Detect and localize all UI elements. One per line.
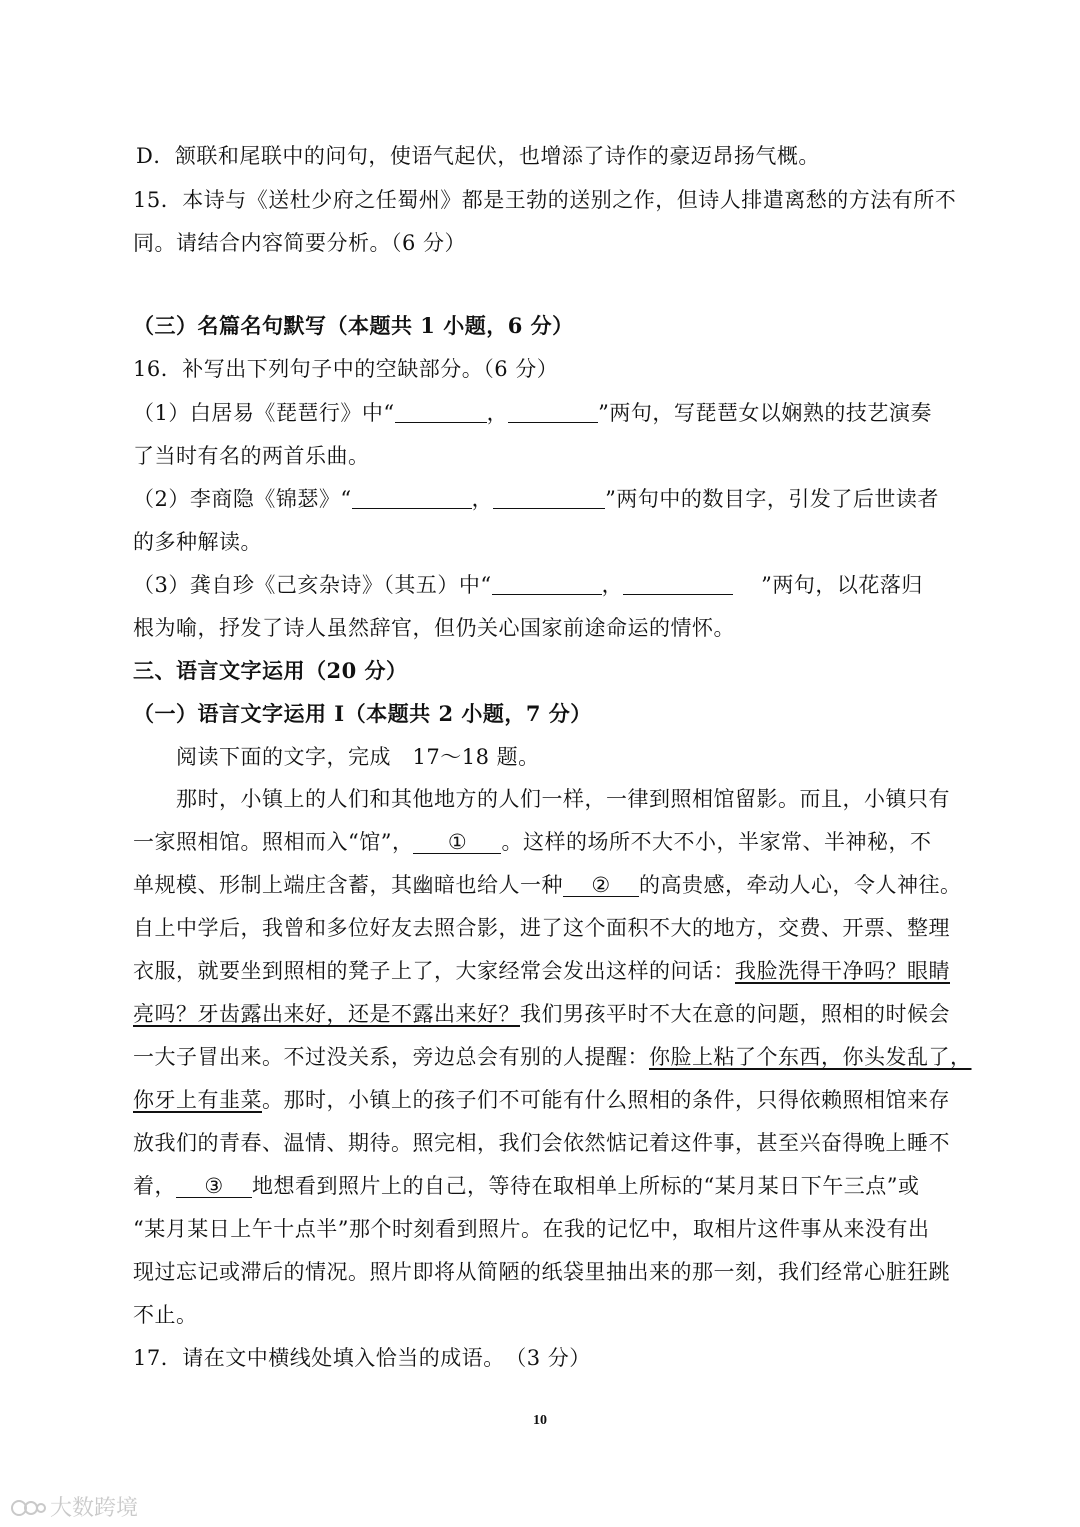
passage-line-10-pre: 着， [133,1174,176,1198]
question-16-3-line-1 [133,569,923,599]
passage-line-11: “某月某日上午十点半”那个时刻看到照片。在我的记忆中，取相片这件事从来没有出 [133,1217,930,1241]
underlined-question-text-2: 亮吗？牙齿露出来好，还是不露出来好？ [133,1002,520,1026]
answer-blank-3b[interactable] [623,574,733,595]
q16-2-suffix: ”两句中的数目字，引发了后世读者 [605,487,939,511]
passage-line-1: 那时，小镇上的人们和其他地方的人们一样，一律到照相馆留影。而且，小镇只有 [176,787,950,811]
passage-line-8 [133,1084,950,1114]
watermark-text: 大数跨境 [50,1496,139,1521]
underlined-reminder-text-2: 你牙上有韭菜 [133,1088,262,1112]
passage-line-7-pre: 一大子冒出来。不过没关系，旁边总会有别的人提醒： [133,1045,649,1069]
q16-3-suffix: ”两句，以花落归 [761,573,923,597]
watermark-logo-icon [10,1495,46,1519]
fill-blank-3[interactable]: ③ [176,1175,252,1198]
option-d: D．颔联和尾联中的问句，使语气起伏，也增添了诗作的豪迈昂扬气概。 [136,144,820,168]
question-15-line-1: 15．本诗与《送杜少府之任蜀州》都是王勃的送别之作，但诗人排遣离愁的方法有所不 [133,188,957,212]
section-heading-3: （三）名篇名句默写（本题共 1 小题，6 分） [133,313,574,338]
passage-line-5-pre: 衣服，就要坐到照相的凳子上了，大家经常会发出这样的问话： [133,959,735,983]
subsection-heading-1: （一）语言文字运用 I（本题共 2 小题，7 分） [133,701,592,726]
question-16: 16．补写出下列句子中的空缺部分。（6 分） [133,357,559,381]
question-16-2-line-1 [133,483,939,513]
underlined-question-text-1: 我脸洗得干净吗？眼睛 [735,959,950,983]
q16-1-prefix: （1）白居易《琵琶行》中“ [133,401,395,425]
passage-line-8-post: 。那时，小镇上的孩子们不可能有什么照相的条件，只得依赖照相馆来存 [262,1088,950,1112]
question-15-line-2: 同。请结合内容简要分析。（6 分） [133,231,467,255]
question-16-3-line-2: 根为喻，抒发了诗人虽然辞官，但仍关心国家前途命运的情怀。 [133,616,735,640]
passage-line-10 [133,1170,919,1200]
answer-blank-1b[interactable] [508,402,598,423]
passage-line-2-pre: 一家照相馆。照相而入“馆”， [133,830,414,854]
reading-instruction: 阅读下面的文字，完成 17～18 题。 [176,745,540,769]
q16-2-prefix: （2）李商隐《锦瑟》“ [133,487,352,511]
passage-line-12: 现过忘记或滞后的情况。照片即将从简陋的纸袋里抽出来的那一刻，我们经常心脏狂跳 [133,1260,950,1284]
passage-line-6 [133,998,950,1028]
passage-line-13: 不止。 [133,1303,198,1327]
q16-3-prefix: （3）龚自珍《己亥杂诗》（其五）中“ [133,573,492,597]
q16-3-separator: ， [601,573,624,597]
page-number: 10 [533,1413,547,1428]
answer-blank-1a[interactable] [395,402,487,423]
q16-1-suffix: ”两句，写琵琶女以娴熟的技艺演奏 [598,401,932,425]
answer-blank-2b[interactable] [493,488,605,509]
question-16-1-line-2: 了当时有名的两首乐曲。 [133,444,370,468]
question-17: 17．请在文中横线处填入恰当的成语。 （3 分） [133,1346,591,1370]
fill-blank-1[interactable]: ① [413,831,501,854]
passage-line-9: 放我们的青春、温情、期待。照完相，我们会依然惦记着这件事，甚至兴奋得晚上睡不 [133,1131,950,1155]
passage-line-4: 自上中学后，我曾和多位好友去照合影，进了这个面积不大的地方，交费、开票、整理 [133,916,950,940]
passage-line-7 [133,1041,972,1071]
underlined-reminder-text-1: 你脸上粘了个东西，你头发乱了， [649,1045,972,1069]
passage-line-5 [133,955,950,985]
passage-line-10-post: 地想看到照片上的自己，等待在取相单上所标的“某月某日下午三点”或 [252,1174,920,1198]
passage-line-2 [133,826,931,856]
fill-blank-2[interactable]: ② [563,874,639,897]
passage-line-3-pre: 单规模、形制上端庄含蓄，其幽暗也给人一种 [133,873,563,897]
watermark [10,1491,138,1522]
passage-line-6-post: 我们男孩平时不大在意的问题，照相的时候会 [520,1002,950,1026]
answer-blank-3a[interactable] [492,574,602,595]
question-16-2-line-2: 的多种解读。 [133,530,262,554]
question-16-1-line-1 [133,397,932,427]
passage-line-2-post: 。这样的场所不大不小，半家常、半神秘，不 [501,830,932,854]
answer-blank-2a[interactable] [352,488,472,509]
passage-line-3-post: 的高贵感，牵动人心，令人神往。 [639,873,962,897]
q16-1-separator: ， [486,401,509,425]
q16-2-separator: ， [471,487,494,511]
part-heading-3: 三、语言文字运用（20 分） [133,658,408,683]
passage-line-3 [133,869,962,899]
